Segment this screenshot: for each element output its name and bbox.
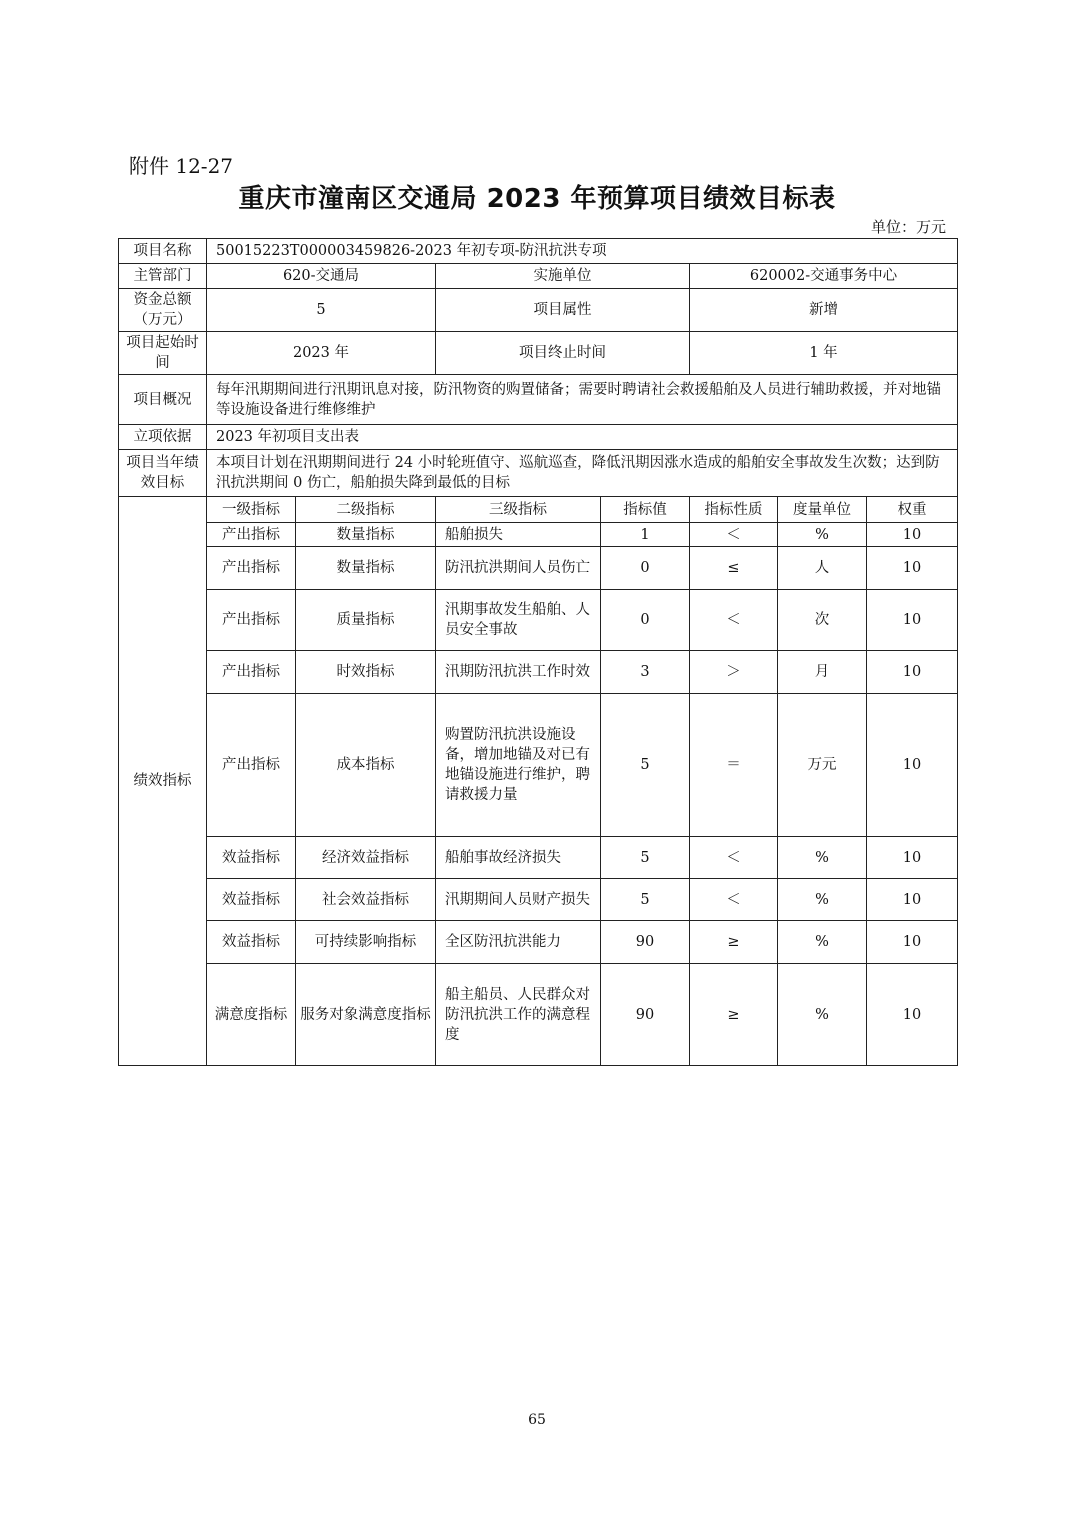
page-title: 重庆市潼南区交通局 2023 年预算项目绩效目标表 bbox=[238, 184, 836, 214]
goal-value: 本项目计划在汛期期间进行 24 小时轮班值守、巡航巡查，降低汛期因涨水造成的船舶安全事故发生次数；达到防汛抗洪期间 0 伤亡，船舶损失降到最低的目标 bbox=[207, 450, 958, 497]
indicator-cell: 经济效益指标 bbox=[296, 837, 436, 879]
indicator-cell: 效益指标 bbox=[207, 837, 296, 879]
indicator-cell: 5 bbox=[601, 694, 690, 837]
indicator-cell: 10 bbox=[867, 547, 958, 590]
project-name-label: 项目名称 bbox=[119, 239, 207, 264]
attr-value: 新增 bbox=[690, 289, 958, 332]
indicator-cell: 成本指标 bbox=[296, 694, 436, 837]
indicator-cell: 10 bbox=[867, 590, 958, 651]
indicator-cell: % bbox=[778, 879, 867, 921]
header-cell: 一级指标 bbox=[207, 497, 296, 523]
indicator-cell: 1 bbox=[601, 523, 690, 547]
unit-note: 单位：万元 bbox=[870, 218, 946, 236]
start-value: 2023 年 bbox=[207, 332, 436, 375]
indicator-cell: 10 bbox=[867, 694, 958, 837]
indicator-row bbox=[119, 964, 958, 1066]
indicator-row bbox=[119, 694, 958, 837]
indicator-cell: 购置防汛抗洪设施设备，增加地锚及对已有地锚设施进行维护，聘请救援力量 bbox=[436, 694, 601, 837]
indicator-row bbox=[119, 547, 958, 590]
indicator-cell: 0 bbox=[601, 547, 690, 590]
indicator-row bbox=[119, 837, 958, 879]
indicator-cell: 社会效益指标 bbox=[296, 879, 436, 921]
performance-table bbox=[118, 238, 958, 1066]
indicator-cell: 可持续影响指标 bbox=[296, 921, 436, 964]
indicator-row bbox=[119, 651, 958, 694]
indicator-cell: 5 bbox=[601, 879, 690, 921]
indicator-cell: 数量指标 bbox=[296, 523, 436, 547]
indicator-cell: % bbox=[778, 964, 867, 1066]
indicator-cell: 全区防汛抗洪能力 bbox=[436, 921, 601, 964]
fund-value: 5 bbox=[207, 289, 436, 332]
indicator-cell: ＝ bbox=[690, 694, 778, 837]
indicator-cell: 产出指标 bbox=[207, 651, 296, 694]
indicator-cell: 10 bbox=[867, 879, 958, 921]
indicator-cell: ≥ bbox=[690, 964, 778, 1066]
end-value: 1 年 bbox=[690, 332, 958, 375]
indicator-cell: 质量指标 bbox=[296, 590, 436, 651]
basis-value: 2023 年初项目支出表 bbox=[207, 425, 958, 450]
indicator-cell: 90 bbox=[601, 964, 690, 1066]
header-cell: 度量单位 bbox=[778, 497, 867, 523]
indicator-cell: 满意度指标 bbox=[207, 964, 296, 1066]
overview-label: 项目概况 bbox=[119, 375, 207, 425]
indicator-cell: ≥ bbox=[690, 921, 778, 964]
overview-value: 每年汛期期间进行汛期讯息对接，防汛物资的购置储备；需要时聘请社会救援船舶及人员进行辅助救援，并对地锚等设施设备进行维修维护 bbox=[207, 375, 958, 425]
indicator-row bbox=[119, 590, 958, 651]
indicator-cell: 次 bbox=[778, 590, 867, 651]
indicator-row bbox=[119, 921, 958, 964]
attr-label: 项目属性 bbox=[436, 289, 690, 332]
indicator-cell: 汛期事故发生船舶、人员安全事故 bbox=[436, 590, 601, 651]
dept-value: 620-交通局 bbox=[207, 264, 436, 289]
indicator-cell: 5 bbox=[601, 837, 690, 879]
indicator-cell: 服务对象满意度指标 bbox=[296, 964, 436, 1066]
project-name-value: 50015223T000003459826-2023 年初专项-防汛抗洪专项 bbox=[207, 239, 958, 264]
indicator-cell: ＜ bbox=[690, 879, 778, 921]
fund-label: 资金总额（万元） bbox=[119, 289, 207, 332]
page-number: 65 bbox=[528, 1412, 546, 1428]
header-cell: 指标性质 bbox=[690, 497, 778, 523]
indicator-cell: 10 bbox=[867, 651, 958, 694]
indicator-row bbox=[119, 523, 958, 547]
indicator-cell: 万元 bbox=[778, 694, 867, 837]
header-cell: 权重 bbox=[867, 497, 958, 523]
header-cell: 三级指标 bbox=[436, 497, 601, 523]
impl-value: 620002-交通事务中心 bbox=[690, 264, 958, 289]
indicator-cell: 汛期防汛抗洪工作时效 bbox=[436, 651, 601, 694]
header-cell: 指标值 bbox=[601, 497, 690, 523]
indicator-cell: % bbox=[778, 837, 867, 879]
indicator-cell: 月 bbox=[778, 651, 867, 694]
indicator-cell: 效益指标 bbox=[207, 921, 296, 964]
indicator-cell: ＞ bbox=[690, 651, 778, 694]
indicator-cell: % bbox=[778, 921, 867, 964]
indicator-cell: 人 bbox=[778, 547, 867, 590]
indicator-cell: % bbox=[778, 523, 867, 547]
start-label: 项目起始时间 bbox=[119, 332, 207, 375]
indicator-cell: 产出指标 bbox=[207, 547, 296, 590]
indicator-cell: 3 bbox=[601, 651, 690, 694]
indicator-cell: 船主船员、人民群众对防汛抗洪工作的满意程度 bbox=[436, 964, 601, 1066]
indicator-cell: 效益指标 bbox=[207, 879, 296, 921]
indicator-cell: 汛期期间人员财产损失 bbox=[436, 879, 601, 921]
impl-label: 实施单位 bbox=[436, 264, 690, 289]
indicator-cell: 10 bbox=[867, 523, 958, 547]
indicator-cell: 防汛抗洪期间人员伤亡 bbox=[436, 547, 601, 590]
indicator-cell: 产出指标 bbox=[207, 590, 296, 651]
goal-label: 项目当年绩效目标 bbox=[119, 450, 207, 497]
indicator-cell: 产出指标 bbox=[207, 523, 296, 547]
header-cell: 二级指标 bbox=[296, 497, 436, 523]
attachment-label: 附件 12-27 bbox=[129, 154, 234, 178]
indicator-cell: 数量指标 bbox=[296, 547, 436, 590]
indicator-cell: ＜ bbox=[690, 837, 778, 879]
indicator-cell: 0 bbox=[601, 590, 690, 651]
indicator-section-label: 绩效指标 bbox=[119, 497, 207, 1066]
basis-label: 立项依据 bbox=[119, 425, 207, 450]
indicator-cell: 10 bbox=[867, 921, 958, 964]
indicator-cell: 产出指标 bbox=[207, 694, 296, 837]
indicator-cell: 90 bbox=[601, 921, 690, 964]
indicator-cell: ＜ bbox=[690, 523, 778, 547]
indicator-cell: 船舶事故经济损失 bbox=[436, 837, 601, 879]
indicator-cell: 时效指标 bbox=[296, 651, 436, 694]
indicator-row bbox=[119, 879, 958, 921]
indicator-cell: ≤ bbox=[690, 547, 778, 590]
dept-label: 主管部门 bbox=[119, 264, 207, 289]
end-label: 项目终止时间 bbox=[436, 332, 690, 375]
indicator-cell: 10 bbox=[867, 837, 958, 879]
indicator-cell: ＜ bbox=[690, 590, 778, 651]
indicator-cell: 船舶损失 bbox=[436, 523, 601, 547]
indicator-cell: 10 bbox=[867, 964, 958, 1066]
